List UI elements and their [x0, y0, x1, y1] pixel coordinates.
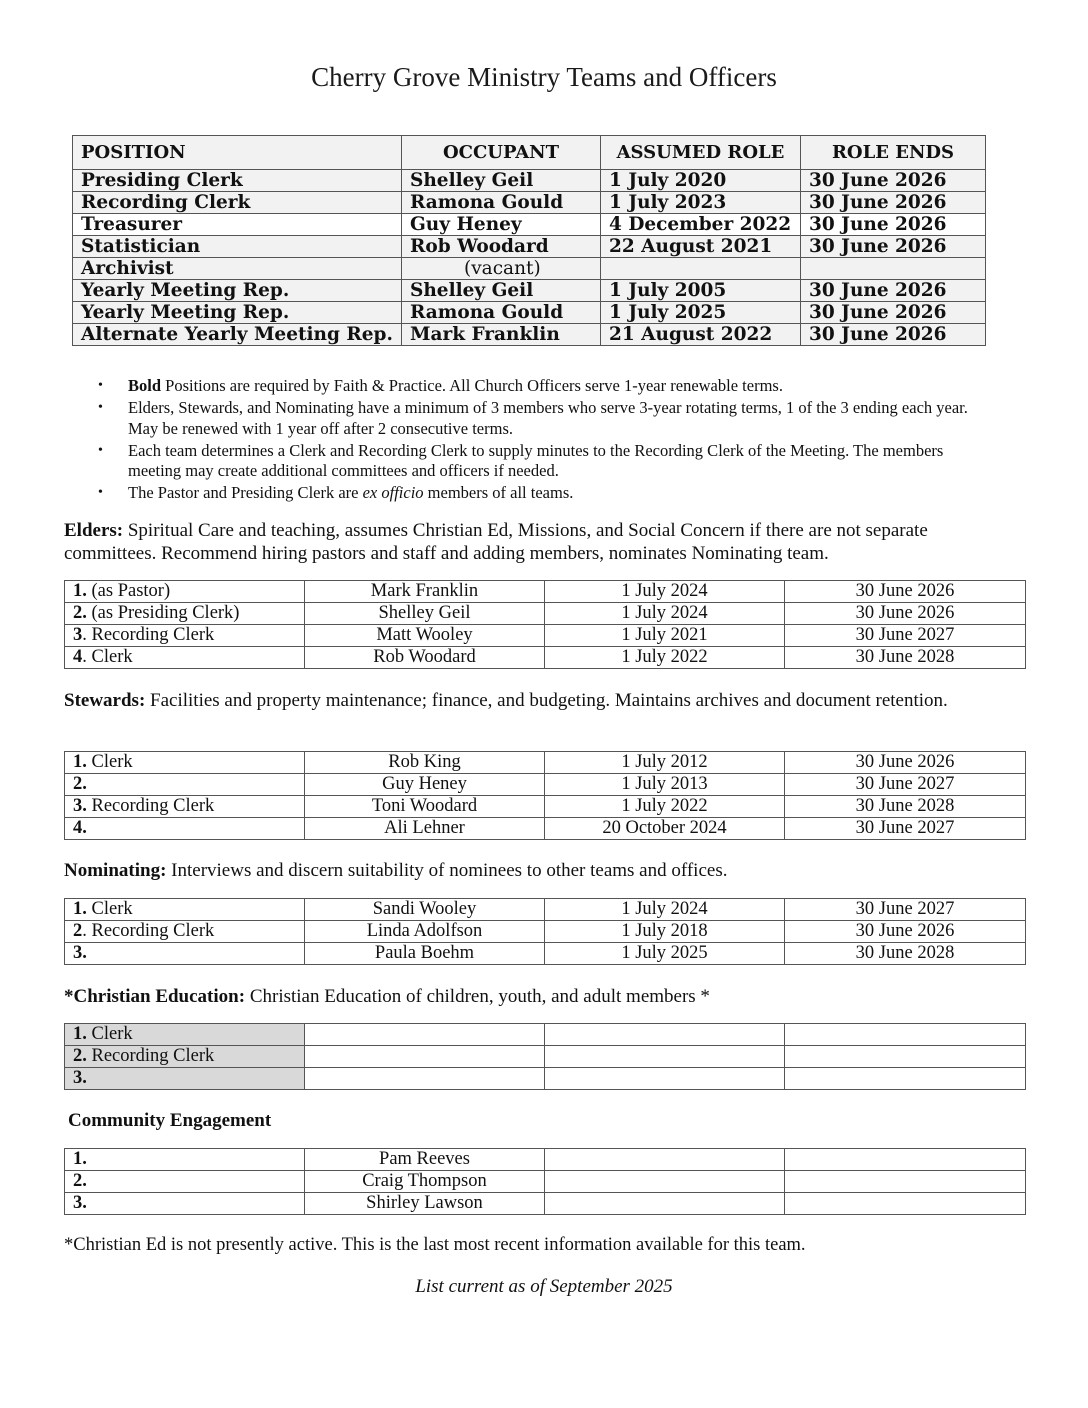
note-text: Positions are required by Faith & Practice. All Church Officers serve 1-year renewable terms.	[161, 376, 783, 395]
note-text: The Pastor and Presiding Clerk are	[128, 483, 363, 502]
role-cell	[65, 818, 305, 840]
end-date: 30 June 2028	[785, 796, 1026, 818]
officer-assumed: 22 August 2021	[601, 236, 801, 258]
end-date: 30 June 2027	[785, 625, 1026, 647]
community-engagement-heading	[68, 1109, 1028, 1132]
start-date: 1 July 2022	[545, 647, 785, 669]
role-label: (as Pastor)	[86, 581, 171, 601]
role-cell	[65, 899, 305, 921]
end-date: 30 June 2026	[785, 921, 1026, 943]
role-cell	[65, 796, 305, 818]
officer-row	[73, 170, 986, 192]
officer-ends: 30 June 2026	[801, 170, 986, 192]
member-name: Craig Thompson	[305, 1171, 545, 1193]
role-cell	[65, 943, 305, 965]
member-name: Ali Lehner	[305, 818, 545, 840]
note-text: Elders, Stewards, and Nominating have a minimum of 3 members who serve 3-year rotating terms, 1 of the 3 ending each year. May be renewed with 1 year off after 2 consecutive terms.	[128, 398, 968, 438]
start-date: 1 July 2024	[545, 581, 785, 603]
row-number: 3.	[73, 1068, 87, 1088]
end-date	[785, 1193, 1026, 1215]
officer-position: Statistician	[73, 236, 402, 258]
table-row	[65, 818, 1026, 840]
start-date: 1 July 2021	[545, 625, 785, 647]
role-cell	[65, 774, 305, 796]
table-row	[65, 1193, 1026, 1215]
officer-position: Yearly Meeting Rep.	[73, 280, 402, 302]
role-label: . Recording Clerk	[82, 921, 215, 941]
officer-row	[73, 236, 986, 258]
role-cell	[65, 752, 305, 774]
nominating-heading	[64, 859, 1024, 882]
member-name: Matt Wooley	[305, 625, 545, 647]
row-number: 2.	[73, 1171, 87, 1191]
member-name: Paula Boehm	[305, 943, 545, 965]
officer-assumed: 4 December 2022	[601, 214, 801, 236]
role-cell	[65, 581, 305, 603]
member-name: Linda Adolfson	[305, 921, 545, 943]
end-date: 30 June 2026	[785, 603, 1026, 625]
section-label: Nominating:	[64, 860, 167, 881]
start-date	[545, 1068, 785, 1090]
officer-row	[73, 214, 986, 236]
start-date	[545, 1171, 785, 1193]
note-text: Each team determines a Clerk and Recording Clerk to supply minutes to the Recording Clerk of the Meeting. The members meeting may create additional committees and officers if needed.	[128, 440, 944, 480]
officer-occupant: Ramona Gould	[402, 302, 601, 324]
bullet-icon: •	[98, 400, 103, 415]
officer-assumed	[601, 258, 801, 280]
role-label: (as Presiding Clerk)	[86, 603, 240, 623]
bullet-icon: •	[98, 485, 103, 500]
member-name: Guy Heney	[305, 774, 545, 796]
role-label: Clerk	[86, 752, 133, 772]
christian-education-table	[64, 1023, 1026, 1090]
officer-occupant: Guy Heney	[402, 214, 601, 236]
officer-position: Alternate Yearly Meeting Rep.	[73, 324, 402, 346]
end-date: 30 June 2028	[785, 647, 1026, 669]
role-cell	[65, 647, 305, 669]
table-row	[65, 1068, 1026, 1090]
officer-assumed: 1 July 2023	[601, 192, 801, 214]
role-cell	[65, 1024, 305, 1046]
role-cell	[65, 1193, 305, 1215]
table-row	[65, 603, 1026, 625]
role-cell	[65, 921, 305, 943]
officer-assumed: 1 July 2025	[601, 302, 801, 324]
bullet-icon: •	[98, 442, 103, 458]
start-date: 1 July 2013	[545, 774, 785, 796]
row-number: 4	[73, 647, 83, 667]
section-label: Elders:	[64, 520, 124, 541]
role-label: . Recording Clerk	[82, 625, 215, 645]
officer-row	[73, 302, 986, 324]
member-name	[305, 1024, 545, 1046]
end-date: 30 June 2026	[785, 581, 1026, 603]
row-number: 2	[73, 921, 83, 941]
start-date: 1 July 2018	[545, 921, 785, 943]
note-italic: ex officio	[362, 483, 424, 502]
table-row	[65, 1046, 1026, 1068]
row-number: 1.	[73, 581, 87, 601]
header-position: POSITION	[73, 136, 402, 170]
role-label: Recording Clerk	[86, 796, 215, 816]
member-name: Rob Woodard	[305, 647, 545, 669]
row-number: 3.	[73, 1193, 87, 1213]
end-date	[785, 1046, 1026, 1068]
role-cell	[65, 625, 305, 647]
row-number: 3.	[73, 796, 87, 816]
table-row	[65, 1149, 1026, 1171]
row-number: 4.	[73, 818, 87, 838]
member-name: Sandi Wooley	[305, 899, 545, 921]
officer-row	[73, 192, 986, 214]
elders-heading	[64, 519, 1024, 565]
role-cell	[65, 1149, 305, 1171]
officer-ends: 30 June 2026	[801, 192, 986, 214]
note-text: members of all teams.	[423, 483, 574, 502]
table-row	[65, 1024, 1026, 1046]
officer-ends: 30 June 2026	[801, 236, 986, 258]
officer-ends: 30 June 2026	[801, 324, 986, 346]
officer-position: Treasurer	[73, 214, 402, 236]
header-assumed-role: ASSUMED ROLE	[601, 136, 801, 170]
note-item	[96, 376, 996, 397]
role-label: Recording Clerk	[86, 1046, 215, 1066]
table-row	[65, 752, 1026, 774]
officer-occupant: Ramona Gould	[402, 192, 601, 214]
header-occupant: OCCUPANT	[402, 136, 601, 170]
footnote: *Christian Ed is not presently active. This is the last most recent information available for this team.	[64, 1235, 806, 1255]
stewards-heading	[64, 689, 1024, 712]
table-row	[65, 943, 1026, 965]
start-date	[545, 1149, 785, 1171]
officer-ends: 30 June 2026	[801, 214, 986, 236]
christian-education-heading	[64, 985, 1024, 1008]
member-name: Mark Franklin	[305, 581, 545, 603]
officer-ends: 30 June 2026	[801, 280, 986, 302]
member-name: Shelley Geil	[305, 603, 545, 625]
bullet-icon: •	[98, 378, 103, 393]
start-date: 1 July 2022	[545, 796, 785, 818]
officer-occupant: Mark Franklin	[402, 324, 601, 346]
community-engagement-table	[64, 1148, 1026, 1215]
nominating-table	[64, 898, 1026, 965]
officer-position: Recording Clerk	[73, 192, 402, 214]
member-name	[305, 1068, 545, 1090]
officer-assumed: 1 July 2005	[601, 280, 801, 302]
officer-position: Presiding Clerk	[73, 170, 402, 192]
note-bold-word: Bold	[128, 376, 162, 395]
document-title: Cherry Grove Ministry Teams and Officers	[311, 62, 777, 92]
start-date: 1 July 2024	[545, 899, 785, 921]
table-row	[65, 1171, 1026, 1193]
section-label: *Christian Education:	[64, 986, 246, 1007]
officer-occupant: Shelley Geil	[402, 280, 601, 302]
start-date: 1 July 2012	[545, 752, 785, 774]
member-name: Rob King	[305, 752, 545, 774]
row-number: 1.	[73, 1024, 87, 1044]
officer-assumed: 21 August 2022	[601, 324, 801, 346]
section-description: Spiritual Care and teaching, assumes Christian Ed, Missions, and Social Concern if there are not separate committees. Recommend hiring pastors and staff and adding members, nominates Nominating team.	[64, 520, 928, 564]
officers-table	[72, 135, 986, 346]
officer-ends	[801, 258, 986, 280]
end-date	[785, 1068, 1026, 1090]
start-date	[545, 1193, 785, 1215]
member-name: Shirley Lawson	[305, 1193, 545, 1215]
start-date	[545, 1024, 785, 1046]
row-number: 3	[73, 625, 83, 645]
officer-row	[73, 280, 986, 302]
officer-assumed: 1 July 2020	[601, 170, 801, 192]
officer-row	[73, 324, 986, 346]
officer-occupant: Shelley Geil	[402, 170, 601, 192]
officer-position: Archivist	[73, 258, 402, 280]
section-label: Community Engagement	[68, 1110, 272, 1131]
start-date: 1 July 2025	[545, 943, 785, 965]
member-name	[305, 1046, 545, 1068]
table-row	[65, 647, 1026, 669]
end-date	[785, 1149, 1026, 1171]
end-date: 30 June 2028	[785, 943, 1026, 965]
row-number: 3.	[73, 943, 87, 963]
table-row	[65, 796, 1026, 818]
member-name: Pam Reeves	[305, 1149, 545, 1171]
role-label: Clerk	[86, 899, 133, 919]
elders-table	[64, 580, 1026, 669]
end-date: 30 June 2027	[785, 774, 1026, 796]
section-label: Stewards:	[64, 690, 146, 711]
currency-note: List current as of September 2025	[415, 1276, 673, 1297]
section-description: Interviews and discern suitability of nominees to other teams and offices.	[166, 860, 728, 881]
row-number: 1.	[73, 1149, 87, 1169]
end-date: 30 June 2027	[785, 818, 1026, 840]
end-date: 30 June 2027	[785, 899, 1026, 921]
table-row	[65, 625, 1026, 647]
role-label: . Clerk	[82, 647, 133, 667]
member-name: Toni Woodard	[305, 796, 545, 818]
table-row	[65, 581, 1026, 603]
officer-occupant: Rob Woodard	[402, 236, 601, 258]
officer-position: Yearly Meeting Rep.	[73, 302, 402, 324]
start-date	[545, 1046, 785, 1068]
role-cell	[65, 1171, 305, 1193]
officer-ends: 30 June 2026	[801, 302, 986, 324]
row-number: 1.	[73, 899, 87, 919]
row-number: 2.	[73, 603, 87, 623]
row-number: 2.	[73, 1046, 87, 1066]
section-description: Facilities and property maintenance; finance, and budgeting. Maintains archives and document retention.	[145, 690, 948, 711]
role-cell	[65, 1068, 305, 1090]
officer-row	[73, 258, 986, 280]
start-date: 1 July 2024	[545, 603, 785, 625]
table-row	[65, 899, 1026, 921]
officer-occupant: (vacant)	[402, 258, 601, 280]
stewards-table	[64, 751, 1026, 840]
role-label: Clerk	[86, 1024, 133, 1044]
table-row	[65, 921, 1026, 943]
end-date: 30 June 2026	[785, 752, 1026, 774]
end-date	[785, 1024, 1026, 1046]
role-cell	[65, 603, 305, 625]
header-role-ends: ROLE ENDS	[801, 136, 986, 170]
end-date	[785, 1171, 1026, 1193]
section-description: Christian Education of children, youth, and adult members *	[245, 986, 710, 1007]
row-number: 2.	[73, 774, 87, 794]
officers-header-row	[73, 136, 986, 170]
start-date: 20 October 2024	[545, 818, 785, 840]
notes-list	[96, 376, 996, 505]
note-item	[96, 483, 996, 504]
note-item	[96, 398, 996, 439]
table-row	[65, 774, 1026, 796]
note-item	[96, 441, 996, 482]
row-number: 1.	[73, 752, 87, 772]
role-cell	[65, 1046, 305, 1068]
